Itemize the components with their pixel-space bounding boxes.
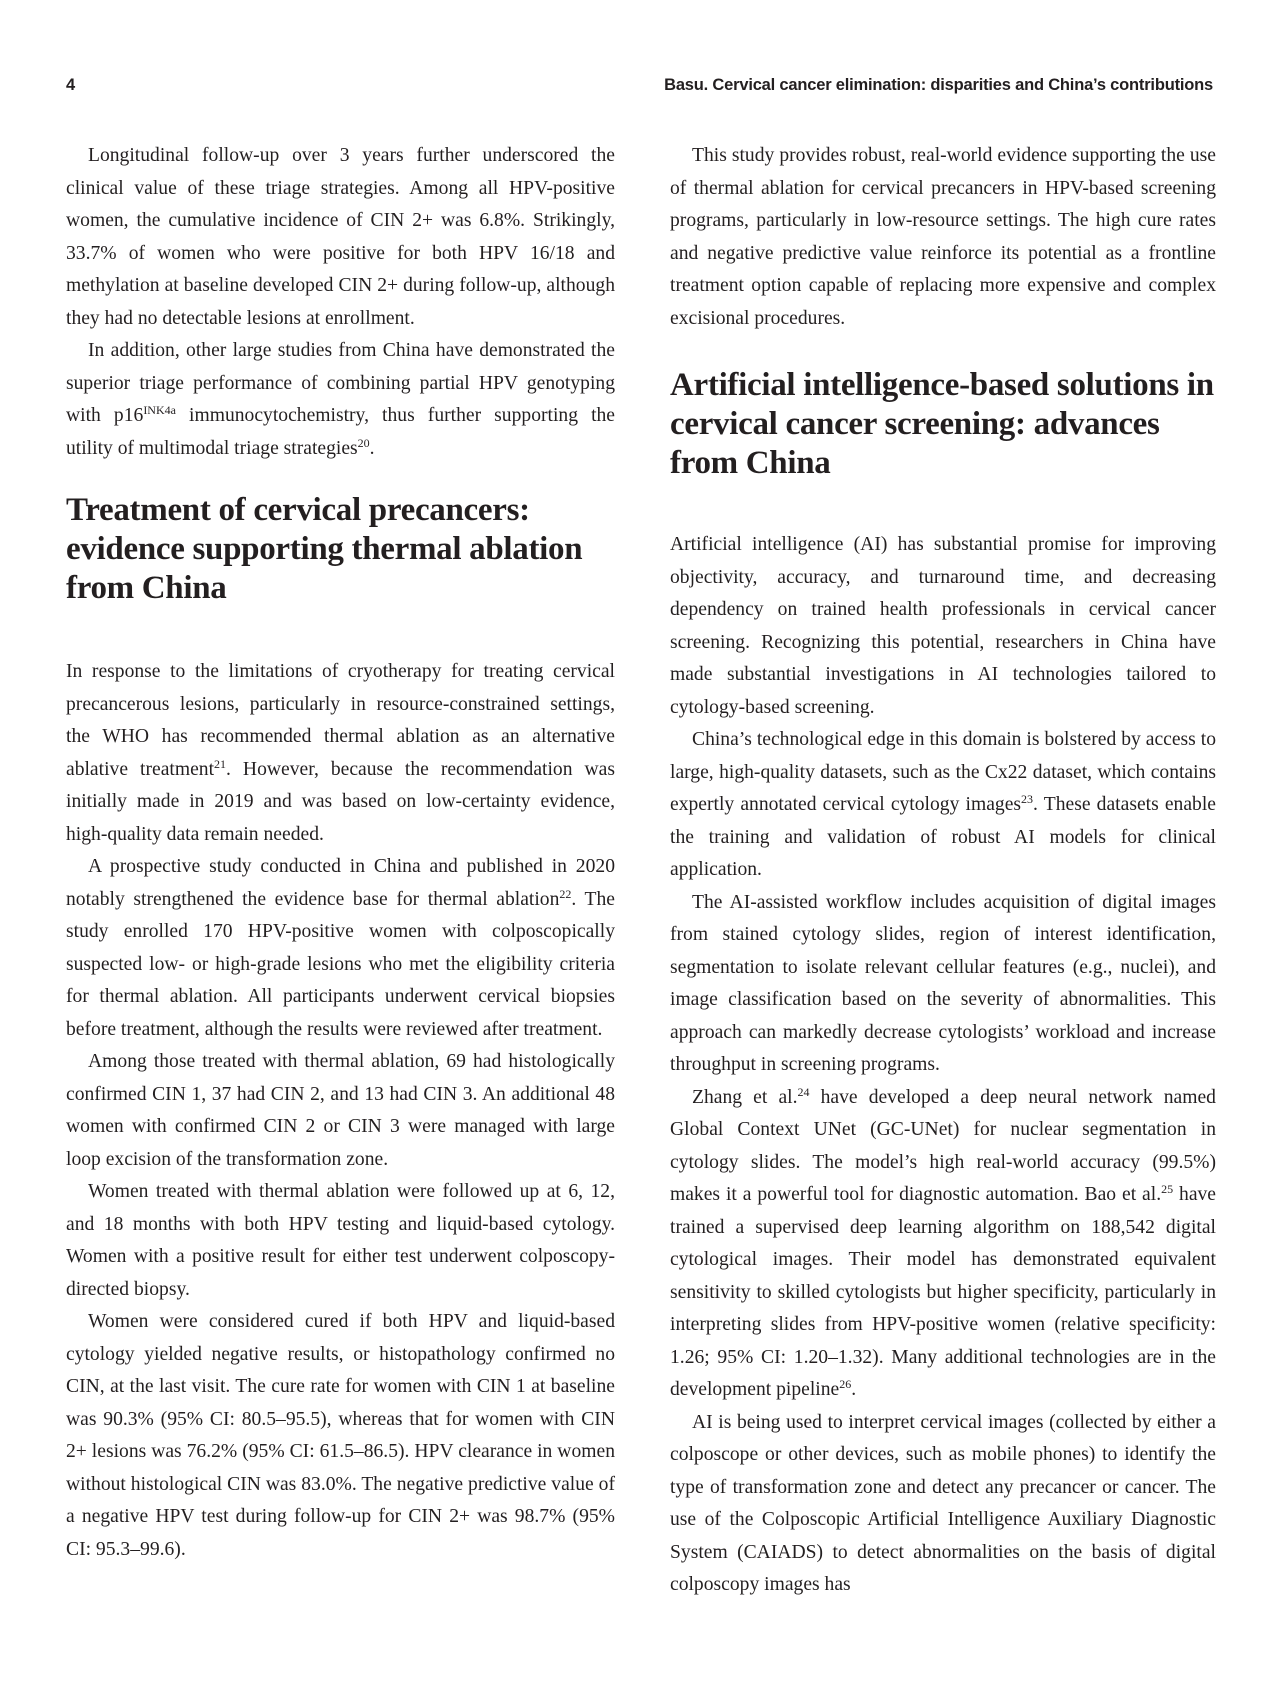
citation-ref[interactable]: 26 [839, 1377, 852, 1391]
text: . However, because the recommendation was initially made in 2019 and was based on low-certainty evidence, high-quality data remain needed. [66, 758, 615, 845]
text: . The study enrolled 170 HPV-positive women with colposcopically suspected low- or high-grade lesions who met the eligibility criteria for thermal ablation. All participants underwent cervical biopsies before treatment, although the results were reviewed after treatment. [66, 888, 615, 1040]
citation-ref[interactable]: 23 [1021, 792, 1034, 806]
citation-ref[interactable]: 21 [214, 756, 227, 771]
text: . [851, 1379, 857, 1400]
text: China’s technological edge in this domain is bolstered by access to large, high-quality datasets, such as the Cx22 dataset, which contains expertly annotated cervical cytology images [670, 729, 1216, 815]
page-number: 4 [66, 76, 75, 94]
paragraph [670, 724, 1216, 887]
paragraph [670, 1082, 1216, 1407]
citation-ref[interactable]: 25 [1161, 1182, 1174, 1196]
text: have trained a supervised deep learning algorithm on 188,542 digital cytological images. Their model has demonstrated equivalent sensitivity to skilled cytologists but higher specificity, particularly in interpreting slides from HPV-positive women (relative specificity: 1.26; 95% CI: 1.20–1.32). Many additional technologies are in the development pipeline [670, 1184, 1217, 1400]
text: immunocytochemistry, thus further supporting the utility of multimodal triage strategies [66, 405, 616, 459]
right-column [670, 140, 1216, 1602]
running-title: Basu. Cervical cancer elimination: disparities and China’s contributions [664, 76, 1213, 94]
left-column [66, 140, 615, 1566]
text: In addition, other large studies from China have demonstrated the superior triage performance of combining partial HPV genotyping with p16 [66, 340, 615, 426]
section-heading: Treatment of cervical precancers: evidence supporting thermal ablation from China [66, 492, 583, 606]
text: have developed a deep neural network named Global Context UNet (GC-UNet) for nuclear segmentation in cytology slides. The model’s high real-world accuracy (99.5%) makes it a powerful tool for diagnostic automation. Bao et al. [670, 1086, 1216, 1205]
paragraph: This study provides robust, real-world evidence supporting the use of thermal ablation for cervical precancers in HPV-based screening programs, particularly in low-resource settings. The high cure rates and negative predictive value reinforce its potential as a frontline treatment option capable of replacing more expensive and complex excisional procedures. [670, 145, 1216, 329]
paragraph: Among those treated with thermal ablation, 69 had histologically confirmed CIN 1, 37 had CIN 2, and 13 had CIN 3. An additional 48 women with confirmed CIN 2 or CIN 3 were managed with large loop excision of the transformation zone. [66, 1051, 615, 1170]
text: . [369, 437, 375, 459]
text: . These datasets enable the training and validation of robust AI models for clinical application. [670, 794, 1216, 880]
citation-ref[interactable]: 22 [559, 886, 572, 901]
running-header [66, 76, 1213, 100]
text: A prospective study conducted in China and published in 2020 notably strengthened the evidence base for thermal ablation [66, 856, 615, 910]
paragraph: Women were considered cured if both HPV and liquid-based cytology yielded negative results, or histopathology confirmed no CIN, at the last visit. The cure rate for women with CIN 1 at baseline was 90.3% (95% CI: 80.5–95.5), whereas that for women with CIN 2+ lesions was 76.2% (95% CI: 61.5–86.5). HPV clearance in women without histological CIN was 83.0%. The negative predictive value of a negative HPV test during follow-up for CIN 2+ was 98.7% (95% CI: 95.3–99.6). [66, 1311, 615, 1560]
paragraph: Women treated with thermal ablation were followed up at 6, 12, and 18 months with both HPV testing and liquid-based cytology. Women with a positive result for either test underwent colposcopy-directed biopsy. [66, 1181, 615, 1300]
citation-ref[interactable]: 24 [797, 1084, 810, 1099]
paragraph: Longitudinal follow-up over 3 years further underscored the clinical value of these triage strategies. Among all HPV-positive women, the cumulative incidence of CIN 2+ was 6.8%. Strikingly, 33.7% of women who were positive for both HPV 16/18 and methylation at baseline developed CIN 2+ during follow-up, although they had no detectable lesions at enrollment. [66, 145, 615, 329]
paragraph [66, 335, 615, 465]
paragraph [66, 656, 615, 851]
paragraph: Artificial intelligence (AI) has substantial promise for improving objectivity, accuracy, and turnaround time, and decreasing dependency on trained health professionals in cervical cancer screening. Recognizing this potential, researchers in China have made substantial investigations in AI technologies tailored to cytology-based screening. [670, 534, 1216, 718]
paragraph: AI is being used to interpret cervical images (collected by either a colposcope or other devices, such as mobile phones) to identify the type of transformation zone and detect any precancer or cancer. The use of the Colposcopic Artificial Intelligence Auxiliary Diagnostic System (CAIADS) to detect abnormalities on the basis of digital colposcopy images has [670, 1411, 1216, 1595]
text: Zhang et al. [692, 1086, 798, 1108]
section-heading: Artificial intelligence-based solutions in cervical cancer screening: advances from China [670, 367, 1214, 481]
paragraph: The AI-assisted workflow includes acquisition of digital images from stained cytology slides, region of interest identification, segmentation to isolate relevant cellular features (e.g., nuclei), and image classification based on the severity of abnormalities. This approach can markedly decrease cytologists’ workload and increase throughput in screening programs. [670, 891, 1216, 1075]
paragraph [66, 851, 615, 1046]
superscript: INK4a [143, 403, 176, 417]
citation-ref[interactable]: 20 [357, 435, 370, 450]
text: In response to the limitations of cryotherapy for treating cervical precancerous lesions, particularly in resource-constrained settings, the WHO has recommended thermal ablation as an alternative ablative treatment [66, 661, 615, 780]
